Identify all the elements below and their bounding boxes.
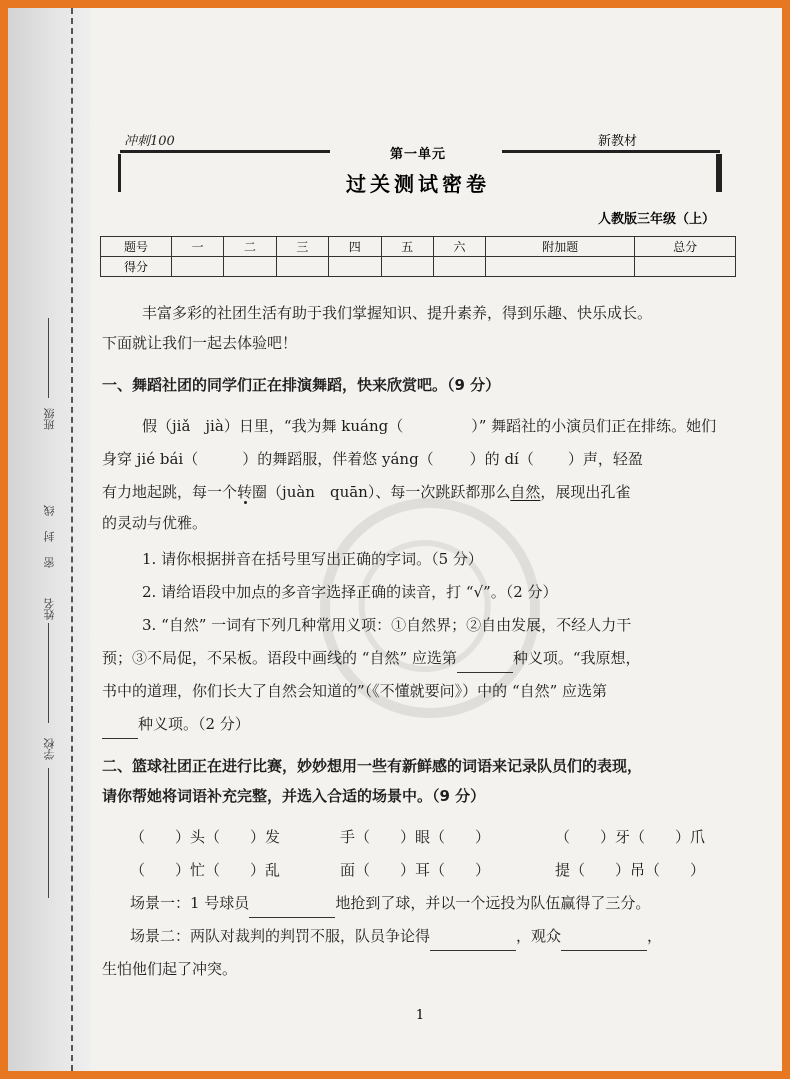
- seal-line-label: 密 封 线: [43, 503, 56, 568]
- passage-line-4: 的灵动与优雅。: [102, 514, 208, 532]
- table-cell: 三: [276, 237, 328, 257]
- passage-line-1: 假（jiǎ jià）日里，“我为舞 kuáng（ ）” 舞蹈社的小演员们正在排练。她们: [142, 417, 717, 435]
- table-cell: 得分: [101, 257, 172, 277]
- score-input-cell[interactable]: [433, 257, 485, 277]
- answer-blank[interactable]: [249, 895, 335, 918]
- brand-label: 冲刺100: [124, 134, 175, 149]
- question-1-3-line-3: 书中的道理，你们长大了自然会知道的”（《不懂就要问》）中的 “自然” 应选第: [102, 682, 608, 700]
- score-input-cell[interactable]: [329, 257, 381, 277]
- scene-2: 场景二：两队对裁判的判罚不服，队员争论得 ，观众 ，: [130, 921, 662, 951]
- passage-line-3: 有力地起跳，每一个转圈（juàn quān）、每一次跳跃都那么自然，展现出孔雀: [102, 483, 631, 501]
- score-table-header-row: [101, 237, 736, 257]
- pinyin-choice[interactable]: juàn quān: [282, 483, 368, 501]
- exam-title: 过关测试密卷: [346, 172, 490, 196]
- word-fill-item[interactable]: （ ）牙（ ）爪: [555, 828, 706, 846]
- table-cell: 六: [433, 237, 485, 257]
- word-fill-item[interactable]: 手（ ）眼（ ）: [340, 828, 491, 846]
- section-1-heading: 一、舞蹈社团的同学们正在排演舞蹈，快来欣赏吧。（9 分）: [102, 376, 501, 394]
- unit-label: 第一单元: [389, 147, 446, 162]
- score-input-cell[interactable]: [276, 257, 328, 277]
- section-2-heading-line-1: 二、篮球社团正在进行比赛，妙妙想用一些有新鲜感的词语来记录队员们的表现，: [102, 757, 643, 775]
- name-label: 姓名: [43, 598, 56, 620]
- table-cell: 附加题: [486, 237, 635, 257]
- table-cell: 题号: [101, 237, 172, 257]
- exam-header: [98, 128, 738, 227]
- table-cell: 二: [224, 237, 276, 257]
- word-fill-row-2: [130, 855, 705, 885]
- edition-label: 人教版三年级（上）: [598, 212, 716, 227]
- score-input-cell[interactable]: [486, 257, 635, 277]
- score-table-score-row: [101, 257, 736, 277]
- passage-line-2: 身穿 jié bái（ ）的舞蹈服，伴着悠 yáng（ ）的 dí（ ）声，轻盈: [102, 450, 643, 468]
- section-2-heading-line-2: 请你帮她将词语补充完整，并选入合适的场景中。（9 分）: [102, 787, 486, 805]
- scene-2-continued: 生怕他们起了冲突。: [102, 960, 238, 978]
- score-input-cell[interactable]: [635, 257, 736, 277]
- page-frame: [8, 8, 782, 1071]
- word-fill-item[interactable]: （ ）头（ ）发: [130, 828, 281, 846]
- name-field-line[interactable]: [48, 623, 49, 723]
- word-fill-item[interactable]: 提（ ）吊（ ）: [555, 861, 706, 879]
- answer-blank[interactable]: [457, 650, 513, 673]
- table-cell: 总分: [635, 237, 736, 257]
- word-fill-row-1: [130, 822, 705, 852]
- word-fill-item[interactable]: （ ）忙（ ）乱: [130, 861, 281, 879]
- question-1-3-line-1: 3. “自然” 一词有下列几种常用义项：①自然界；②自由发展，不经人力干: [142, 616, 632, 634]
- underlined-word: 自然: [510, 483, 541, 501]
- question-1-3-line-2: 预；③不局促，不呆板。语段中画线的 “自然” 应选第 种义项。“我原想，: [102, 643, 641, 673]
- score-input-cell[interactable]: [381, 257, 433, 277]
- pinyin-choice[interactable]: jiǎ jià: [172, 417, 224, 435]
- dotted-character: 转: [237, 483, 253, 501]
- series-label: 新教材: [598, 134, 638, 149]
- answer-blank[interactable]: [430, 928, 516, 951]
- answer-blank[interactable]: [561, 928, 647, 951]
- school-field-line[interactable]: [48, 768, 49, 898]
- question-1-3-line-4: 种义项。（2 分）: [102, 709, 250, 739]
- score-table: [100, 236, 736, 277]
- score-input-cell[interactable]: [224, 257, 276, 277]
- table-cell: 一: [172, 237, 224, 257]
- tear-line: [71, 8, 73, 1071]
- word-fill-item[interactable]: 面（ ）耳（ ）: [340, 861, 491, 879]
- exam-page: [90, 8, 782, 1071]
- intro-line-2: 下面就让我们一起去体验吧！: [102, 334, 298, 352]
- table-cell: 五: [381, 237, 433, 257]
- scene-1: 场景一：1 号球员 地抢到了球，并以一个远投为队伍赢得了三分。: [130, 888, 650, 918]
- intro-line-1: 丰富多彩的社团生活有助于我们掌握知识、提升素养，得到乐趣、快乐成长。: [142, 304, 653, 322]
- header-rule-left: [120, 150, 330, 153]
- page-number: 1: [415, 1008, 425, 1023]
- class-label: 班级: [43, 408, 56, 430]
- class-field-line[interactable]: [48, 318, 49, 398]
- table-cell: 四: [329, 237, 381, 257]
- school-label: 学校: [43, 738, 56, 760]
- answer-blank[interactable]: [102, 716, 138, 739]
- header-rule-right: [502, 150, 720, 153]
- score-input-cell[interactable]: [172, 257, 224, 277]
- question-1-1: 1. 请你根据拼音在括号里写出正确的字词。（5 分）: [142, 550, 483, 568]
- question-1-2: 2. 请给语段中加点的多音字选择正确的读音，打 “√”。（2 分）: [142, 583, 558, 601]
